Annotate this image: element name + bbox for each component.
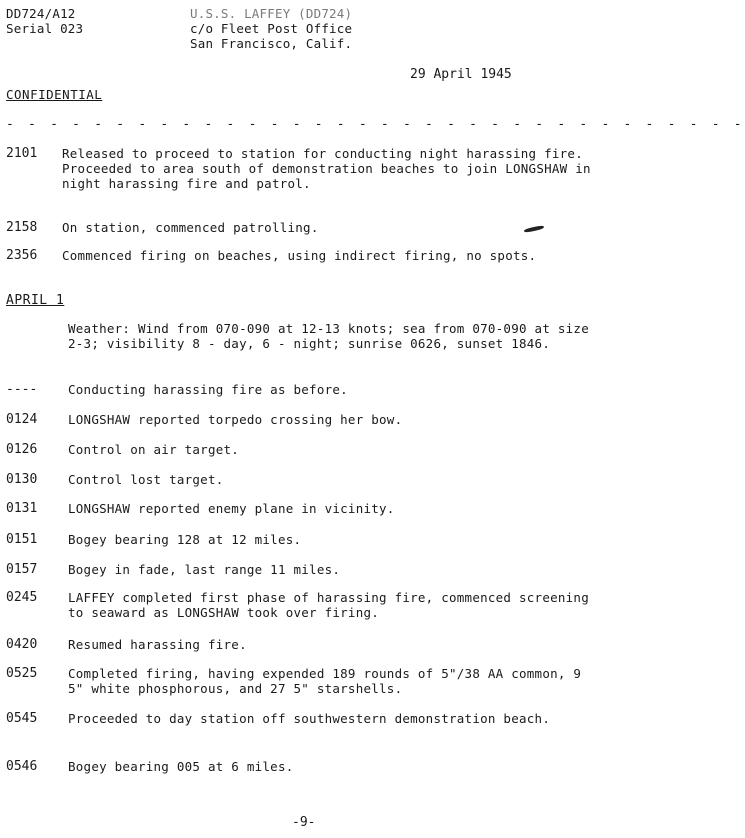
log-entry	[6, 382, 592, 398]
log-entry-text: Conducting harassing fire as before.	[68, 382, 348, 397]
log-entry-time: 0130	[6, 472, 38, 487]
page-number: -9-	[292, 815, 316, 830]
log-entry-text: Control lost target.	[68, 472, 224, 487]
classification-label: CONFIDENTIAL	[6, 87, 103, 102]
log-entry-text: Proceeded to day station off southwestern demonstration beach.	[68, 711, 551, 726]
log-entry	[6, 501, 592, 517]
log-entry-text: On station, commenced patrolling.	[62, 220, 319, 235]
log-entry-time: 0151	[6, 532, 38, 547]
log-entry	[6, 637, 592, 653]
log-entry	[6, 590, 592, 622]
log-entry-time: 0245	[6, 590, 38, 605]
log-entry	[6, 442, 592, 458]
weather-text: Weather: Wind from 070-090 at 12-13 knots; sea from 070-090 at size 2-3; visibility 8 - day, 6 - night; sunrise 0626, sunset 1846.	[68, 321, 589, 351]
log-entry-time: 0126	[6, 442, 38, 457]
log-entry-time: 2356	[6, 248, 38, 263]
log-entry	[6, 759, 592, 775]
log-entry	[6, 711, 592, 743]
log-entry-time: 2101	[6, 146, 38, 161]
log-entry-text: Bogey bearing 005 at 6 miles.	[68, 759, 294, 774]
log-entry-time: 0157	[6, 562, 38, 577]
log-entry	[6, 412, 592, 428]
address-line-1: U.S.S. LAFFEY (DD724)	[190, 6, 353, 21]
log-entry-time: 0545	[6, 711, 38, 726]
log-entry-time: 0124	[6, 412, 38, 427]
log-entry-time: ----	[6, 382, 38, 397]
log-entry-text: Control on air target.	[68, 442, 240, 457]
letter-date: 29 April 1945	[410, 67, 512, 82]
log-entry-text: LONGSHAW reported torpedo crossing her bow.	[68, 412, 403, 427]
log-entry-text: Commenced firing on beaches, using indirect firing, no spots.	[62, 248, 537, 263]
log-entry-text: LAFFEY completed first phase of harassing fire, commenced screening to seaward as LONGSHAW took over firing.	[68, 590, 589, 620]
log-entry-time: 0131	[6, 501, 38, 516]
reference-line-2: Serial 023	[6, 21, 84, 36]
log-entry-text: Bogey bearing 128 at 12 miles.	[68, 532, 302, 547]
log-entry-text: Released to proceed to station for conducting night harassing fire. Proceeded to area south of demonstration beaches to join LONGSHAW in night harassing fire and patrol.	[62, 146, 591, 191]
log-entry-text: Completed firing, having expended 189 rounds of 5"/38 AA common, 9 5" white phosphorous, and 27 5" starshells.	[68, 666, 582, 696]
weather-paragraph	[6, 321, 592, 367]
log-entry-time: 0546	[6, 759, 38, 774]
log-entry	[6, 666, 592, 698]
log-entry	[6, 220, 592, 236]
address-line-3: San Francisco, Calif.	[190, 36, 353, 51]
log-entry-text: LONGSHAW reported enemy plane in vicinity.	[68, 501, 395, 516]
log-entry-time: 0525	[6, 666, 38, 681]
address-line-2: c/o Fleet Post Office	[190, 21, 353, 36]
section-heading: APRIL 1	[6, 293, 65, 308]
log-entry-time: 0420	[6, 637, 38, 652]
log-entry	[6, 472, 592, 488]
log-entry	[6, 562, 592, 578]
dashed-divider: - - - - - - - - - - - - - - - - - - - - - - - - - - - - - - - - - -	[6, 117, 745, 132]
log-entry	[6, 532, 592, 548]
log-entry-text: Resumed harassing fire.	[68, 637, 247, 652]
log-entry	[6, 248, 592, 278]
log-entry-time: 2158	[6, 220, 38, 235]
log-entry	[6, 146, 592, 206]
log-entry-text: Bogey in fade, last range 11 miles.	[68, 562, 341, 577]
reference-line-1: DD724/A12	[6, 6, 76, 21]
